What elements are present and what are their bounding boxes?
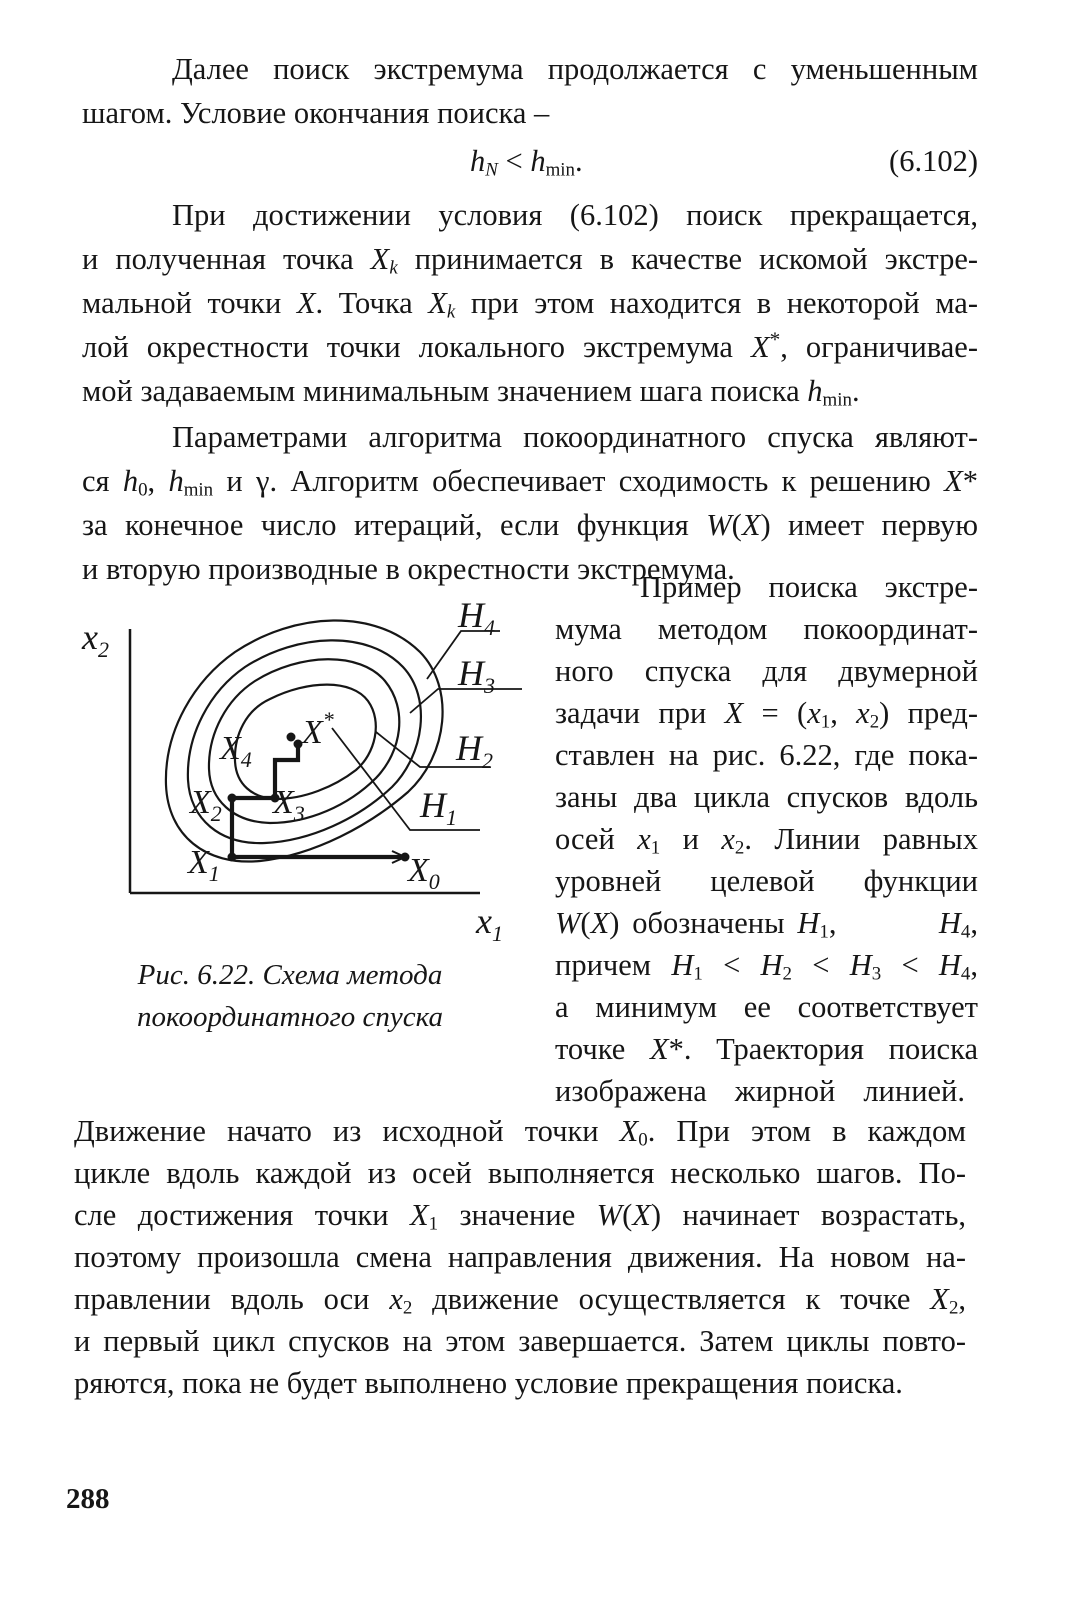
paragraph-1-line-1: Далее поиск экстремума продолжается с уменьшенным — [172, 52, 978, 86]
label-x2: $X_2$ — [190, 784, 222, 826]
paragraph-4-line-4: поэтому произошла смена направления движения. На новом на- — [74, 1240, 966, 1274]
label-h4: $H_4$ — [458, 595, 495, 640]
paragraph-1-line-2: шагом. Условие окончания поиска – — [82, 96, 550, 130]
label-xstar: X* — [302, 707, 334, 751]
paragraph-4-line-6: и первый цикл спусков на этом завершается. Затем циклы повто- — [74, 1324, 966, 1358]
paragraph-4-line-1: Движение начато из исходной точки $X_0$. При этом в каждом — [74, 1114, 966, 1151]
paragraph-3-line-2: ся $h_0$, $h_{min}$ и γ. Алгоритм обеспечивает сходимость к решению X* — [82, 464, 978, 501]
side-text-line-4: задачи при $X = (x_1$, $x_2$) пред- — [555, 696, 979, 733]
paragraph-4-line-3: сле достижения точки $X_1$ значение W(X) начинает возрастать, — [74, 1198, 966, 1235]
paragraph-2-line-3: мальной точки X. Точка $X_k$ при этом находится в некоторой ма- — [82, 286, 978, 323]
equation-number: (6.102) — [889, 144, 978, 178]
axis-x2-label: $x_2$ — [82, 617, 109, 662]
paragraph-2-line-1: При достижении условия (6.102) поиск прекращается, — [172, 198, 978, 232]
side-text-line-5: ставлен на рис. 6.22, где пока- — [555, 738, 978, 772]
side-text-line-10: причем $H_1 < H_2 < H_3 < H_4$, — [555, 948, 978, 985]
side-text-line-9: W(X) обозначены $H_1$, $H_4$, — [555, 906, 978, 943]
label-h2: $H_2$ — [456, 728, 493, 773]
paragraph-3-line-1: Параметрами алгоритма покоординатного спуска являют- — [172, 420, 978, 454]
label-x1: $X_1$ — [188, 844, 220, 886]
label-x0: $X_0$ — [408, 852, 440, 894]
page-number: 288 — [66, 1483, 110, 1515]
figure-6-22 — [70, 585, 530, 960]
side-text-line-11: а минимум ее соответствует — [555, 990, 978, 1024]
paragraph-2-line-2: и полученная точка $X_k$ принимается в качестве искомой экстре- — [82, 242, 979, 279]
side-text-line-8: уровней целевой функции — [555, 864, 978, 898]
axis-x1-label: $x_1$ — [476, 901, 503, 946]
point-x1-dot — [228, 853, 237, 862]
paragraph-2-line-4: лой окрестности точки локального экстремума X*, ограничивае- — [82, 327, 978, 364]
side-text-line-13: изображена жирной линией. — [555, 1074, 965, 1108]
figure-caption-line-1: Рис. 6.22. Схема метода — [137, 959, 443, 991]
point-xstar-dot — [287, 733, 296, 742]
label-x3: $X_3$ — [273, 784, 305, 826]
label-h3: $H_3$ — [458, 653, 495, 698]
label-h1: $H_1$ — [420, 785, 457, 830]
side-text-line-7: осей $x_1$ и $x_2$. Линии равных — [555, 822, 978, 859]
search-trajectory — [232, 744, 405, 857]
figure-caption-line-2: покоординатного спуска — [137, 1001, 443, 1033]
side-text-line-12: точке X*. Траектория поиска — [555, 1032, 978, 1066]
paragraph-4-line-7: ряются, пока не будет выполнено условие прекращения поиска. — [74, 1366, 903, 1400]
paragraph-4-line-5: правлении вдоль оси $x_2$ движение осуществляется к точке $X_2$, — [74, 1282, 967, 1319]
label-x4: $X_4$ — [220, 730, 252, 772]
side-text-line-2: мума методом покоординат- — [555, 612, 978, 646]
paragraph-4-line-2: цикле вдоль каждой из осей выполняется несколько шагов. По- — [74, 1156, 966, 1190]
point-x2-dot — [228, 794, 237, 803]
side-text-line-1: Пример поиска экстре- — [640, 570, 978, 604]
paragraph-3-line-3: за конечное число итераций, если функция W(X) имеет первую — [82, 508, 978, 542]
side-text-line-3: ного спуска для двумерной — [555, 654, 978, 688]
equation-6-102: $h_N < h_{min}$. — [470, 144, 583, 181]
paragraph-3-line-4: и вторую производные в окрестности экстремума. — [82, 552, 735, 586]
coordinate-descent-diagram — [70, 585, 530, 955]
paragraph-2-line-5: мой задаваемым минимальным значением шага поиска $h_{min}$. — [82, 374, 860, 411]
side-text-line-6: заны два цикла спусков вдоль — [555, 780, 978, 814]
